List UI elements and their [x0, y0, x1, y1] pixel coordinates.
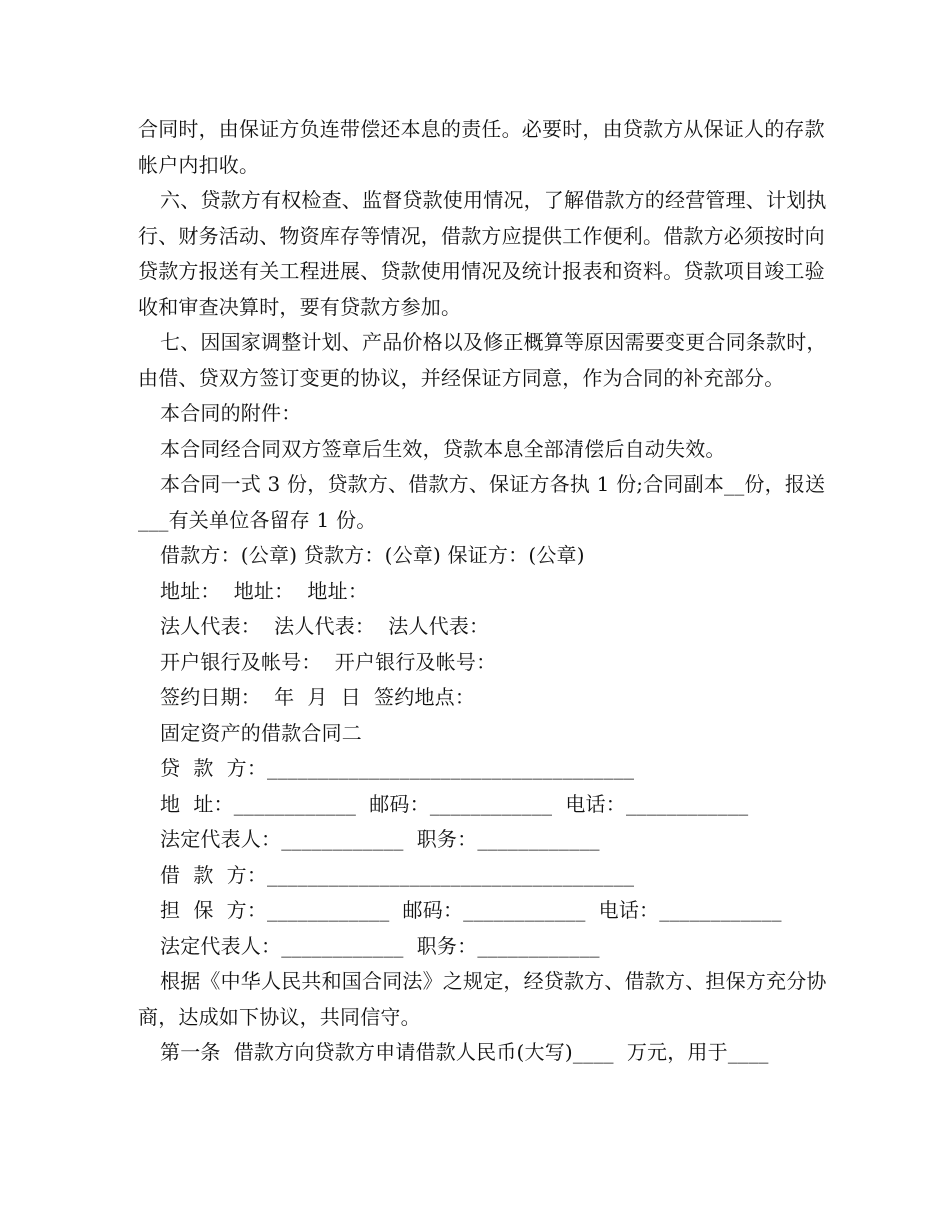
- agreement-preamble: 根据《中华人民共和国合同法》之规定，经贷款方、借款方、担保方充分协商，达成如下协议，共同信守。: [138, 969, 827, 1029]
- lender-field: 贷 款 方：____________________________________: [160, 756, 635, 780]
- guarantor-field: 担 保 方：____________ 邮码：____________ 电话：____________: [160, 898, 782, 922]
- paragraph-4: 本合同的附件：: [160, 401, 302, 425]
- borrower-field: 借 款 方：____________________________________: [160, 862, 635, 887]
- signature-line-parties: 借款方：(公章) 贷款方：(公章) 保证方：(公章): [160, 543, 585, 567]
- signature-line-bank: 开户银行及帐号： 开户银行及帐号：: [160, 649, 497, 674]
- paragraph-6: 本合同一式 3 份，贷款方、借款方、保证方各执 1 份;合同副本__份，报送___有关单位各留存 1 份。: [138, 472, 826, 532]
- signature-line-date: 签约日期： 年 月 日 签约地点：: [160, 685, 476, 709]
- paragraph-3: 七、因国家调整计划、产品价格以及修正概算等原因需要变更合同条款时，由借、贷双方签订变更的协议，并经保证方同意，作为合同的补充部分。: [138, 330, 827, 390]
- contract-two-title: 固定资产的借款合同二: [160, 720, 362, 745]
- document-body: [138, 112, 828, 1071]
- article-one: 第一条 借款方向贷款方申请借款人民币(大写)____ 万元，用于____: [160, 1040, 769, 1064]
- paragraph-5: 本合同经合同双方签章后生效，贷款本息全部清偿后自动失效。: [160, 436, 726, 461]
- paragraph-1: 合同时，由保证方负连带偿还本息的责任。必要时，由贷款方从保证人的存款帐户内扣收。: [138, 117, 825, 177]
- signature-line-address: 地址： 地址： 地址：: [160, 578, 369, 603]
- lender-legal-rep-field: 法定代表人：____________ 职务：____________: [160, 827, 600, 851]
- signature-line-legal-rep: 法人代表： 法人代表： 法人代表：: [160, 614, 490, 638]
- guarantor-legal-rep-field: 法定代表人：____________ 职务：____________: [160, 933, 600, 958]
- paragraph-2: 六、贷款方有权检查、监督贷款使用情况，了解借款方的经营管理、计划执行、财务活动、物资库存等情况，借款方应提供工作便利。借款方必须按时向贷款方报送有关工程进展、贷款使用情况及统计报表和资料。贷款项目竣工验收和审查决算时，要有贷款方参加。: [138, 188, 827, 319]
- lender-address-field: 地 址：____________ 邮码：____________ 电话：____________: [160, 791, 749, 816]
